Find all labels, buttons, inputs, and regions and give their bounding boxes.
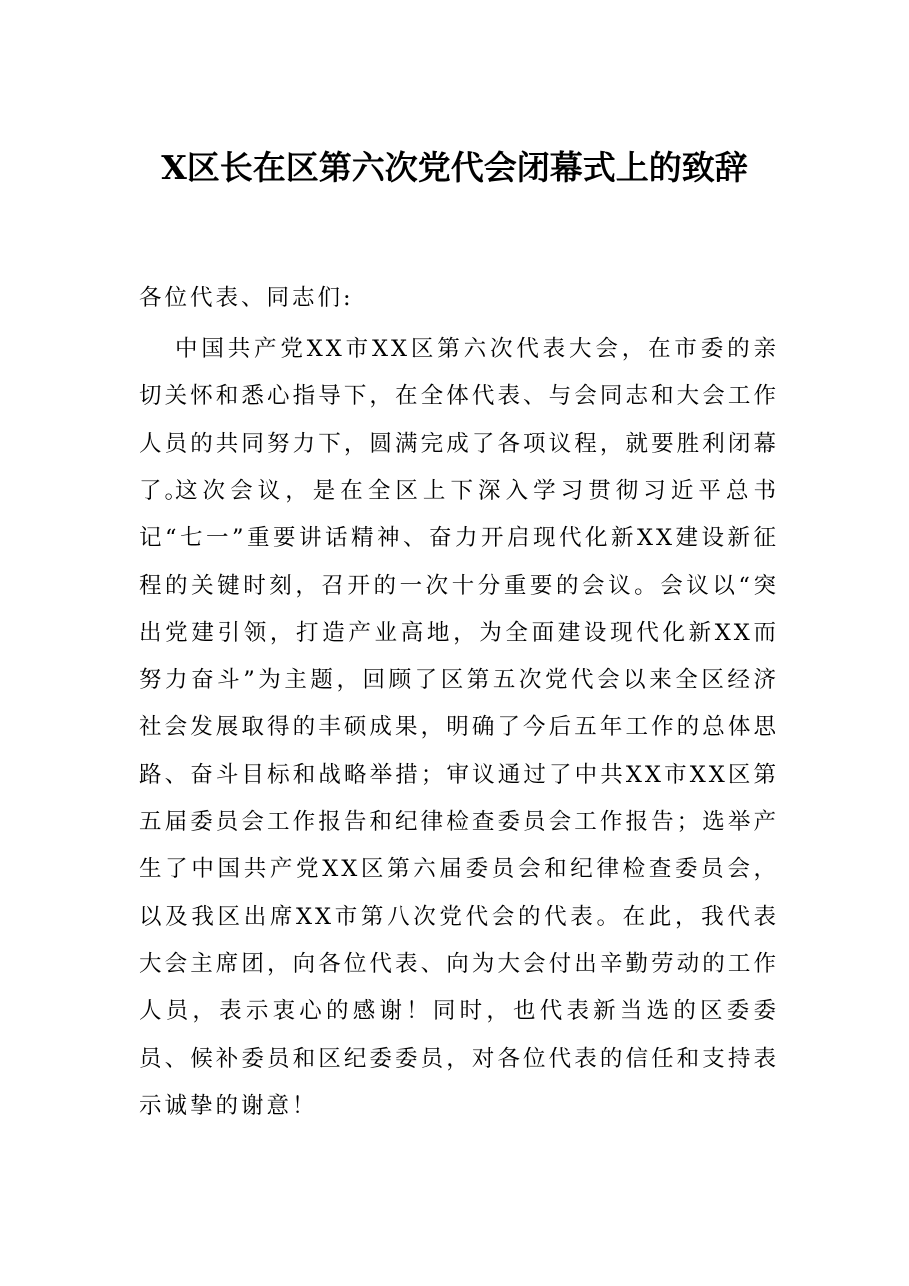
paragraph-2: 这次会议，是在全区上下深入学习贯彻习近平总书记“七一”重要讲话精神、奋力开启现代化新XX建设新征程的关键时刻，召开的一次十分重要的会议。会议以“突出党建引领，打造产业高地，为全面建设现代化新XX而努力奋斗”为主题，回顾了区第五次党代会以来全区经济社会发展取得的丰硕成果，明确了今后五年工作的总体思路、奋斗目标和战略举措；审议通过了中共XX市XX区第五届委员会工作报告和纪律检查委员会工作报告；选举产生了中国共产党XX区第六届委员会和纪律检查委员会，以及我区出席XX市第八次党代会的代表。在此，我代表大会主席团，向各位代表、向为大会付出辛勤劳动的工作人员，表示衷心的感谢！同时，也代表新当选的区委委员、候补委员和区纪委委员，对各位代表的信任和支持表示诚挚的谢意！ bbox=[139, 478, 779, 1119]
salutation: 各位代表、同志们: bbox=[139, 285, 354, 311]
document-title: X区长在区第六次党代会闭幕式上的致辞 bbox=[161, 148, 748, 187]
paragraph-1: 中国共产党XX市XX区第六次代表大会，在市委的亲切关怀和悉心指导下，在全体代表、与会同志和大会工作人员的共同努力下，圆满完成了各项议程，就要胜利闭幕了。 bbox=[139, 336, 779, 504]
